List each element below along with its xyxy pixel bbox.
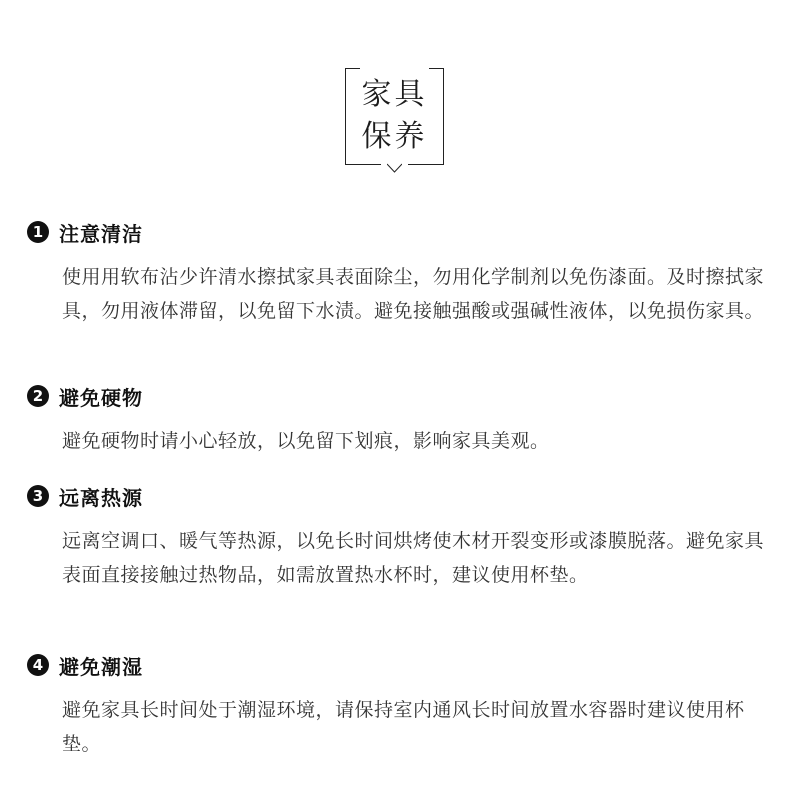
frame-bottom-left [345,164,381,165]
section-cleaning [27,218,777,328]
section-hard-objects [27,382,777,458]
section-title: 远离热源 [59,485,143,510]
section-heat [27,482,777,592]
section-title: 避免硬物 [59,385,143,410]
frame-bottom-right [408,164,444,165]
section-title: 避免潮湿 [59,654,143,679]
section-header [27,482,777,510]
section-moisture [27,651,777,761]
title-line-2: 保养 [361,119,428,154]
section-title: 注意清洁 [59,221,143,246]
title-frame [345,68,444,165]
page-title [345,74,444,158]
number-badge: 1 [27,221,49,243]
number-badge: 2 [27,385,49,407]
title-line-1: 家具 [361,77,428,112]
section-body: 远离空调口、暖气等热源，以免长时间烘烤使木材开裂变形或漆膜脱落。避免家具表面直接接触过热物品，如需放置热水杯时，建议使用杯垫。 [62,530,765,586]
section-header [27,651,777,679]
section-header [27,382,777,410]
section-body: 使用用软布沾少许清水擦拭家具表面除尘，勿用化学制剂以免伤漆面。及时擦拭家具，勿用液体滞留，以免留下水渍。避免接触强酸或强碱性液体，以免损伤家具。 [62,266,765,322]
section-body: 避免硬物时请小心轻放，以免留下划痕，影响家具美观。 [62,430,550,452]
section-header [27,218,777,246]
number-badge: 4 [27,654,49,676]
number-badge: 3 [27,485,49,507]
chevron-down-icon [387,163,402,173]
section-body: 避免家具长时间处于潮湿环境，请保持室内通风长时间放置水容器时建议使用杯垫。 [62,699,745,755]
